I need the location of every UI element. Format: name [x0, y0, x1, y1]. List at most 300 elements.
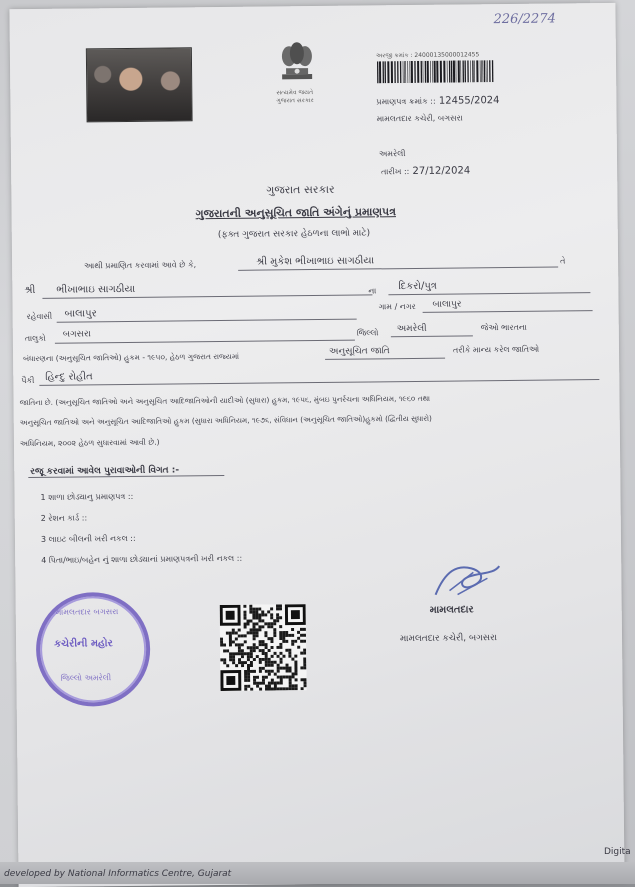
certificate-number-value: 12455/2024: [438, 95, 500, 107]
qr-module: [283, 687, 286, 690]
qr-module: [256, 676, 259, 679]
qr-module: [268, 649, 271, 652]
qr-module: [262, 643, 265, 646]
qr-module: [252, 614, 255, 617]
qr-module: [265, 670, 268, 673]
qr-finder: [291, 610, 300, 619]
qr-module: [303, 678, 306, 681]
qr-module: [220, 658, 223, 661]
paiki-text: પૈકી: [21, 375, 35, 386]
qr-module: [289, 675, 292, 678]
qr-module: [241, 661, 244, 664]
qr-module: [286, 670, 289, 673]
qr-module: [294, 655, 297, 658]
qr-module: [258, 628, 261, 631]
qr-module: [241, 655, 244, 658]
qr-module: [273, 634, 276, 637]
barcode-bar: [434, 61, 436, 83]
qr-module: [294, 640, 297, 643]
qr-module: [289, 687, 292, 690]
qr-module: [276, 607, 279, 610]
evidence-heading: રજૂ કરવામાં આવેલ પુરાવાઓની વિગત :-: [30, 465, 180, 478]
evidence-item-text: લાઇટ બીલની ખરી નકલ ::: [48, 533, 136, 544]
issue-date-label: તારીખ ::: [381, 167, 410, 177]
evidence-item-number: 2: [40, 513, 46, 523]
qr-module: [256, 634, 259, 637]
qr-module: [238, 658, 241, 661]
qr-module: [285, 634, 288, 637]
certificate-number-label: પ્રમાણપત્ર ક્રમાંક ::: [376, 96, 436, 107]
qr-module: [279, 643, 282, 646]
footer-bar: [0, 847, 635, 884]
qr-module: [276, 616, 279, 619]
qr-module: [289, 667, 292, 670]
qr-module: [244, 640, 247, 643]
evidence-item-number: 1: [40, 492, 46, 502]
barcode-bar: [411, 61, 413, 83]
qr-module: [267, 637, 270, 640]
qr-module: [256, 682, 259, 685]
qr-module: [268, 673, 271, 676]
qr-module: [265, 643, 268, 646]
qr-module: [262, 649, 265, 652]
qr-module: [247, 652, 250, 655]
qr-module: [255, 608, 258, 611]
qr-module: [277, 676, 280, 679]
qr-module: [276, 646, 279, 649]
qr-module: [232, 661, 235, 664]
qr-module: [256, 655, 259, 658]
qr-module: [294, 661, 297, 664]
qr-module: [259, 640, 262, 643]
qr-module: [276, 619, 279, 622]
qr-module: [241, 649, 244, 652]
qr-module: [235, 652, 238, 655]
barcode-bar: [486, 60, 487, 82]
office-stamp: [36, 592, 151, 707]
qr-module: [285, 640, 288, 643]
qr-module: [247, 670, 250, 673]
village-label: ગામ / નગર: [378, 301, 416, 312]
qr-module: [301, 678, 304, 681]
qr-module: [300, 640, 303, 643]
qr-module: [247, 676, 250, 679]
qr-module: [265, 646, 268, 649]
qr-module: [232, 655, 235, 658]
barcode-bar: [476, 60, 478, 82]
qr-module: [223, 661, 226, 664]
qr-module: [223, 644, 226, 647]
qr-module: [271, 679, 274, 682]
barcode-bar: [440, 61, 442, 83]
qr-module: [253, 682, 256, 685]
evidence-item-text: શાળા છોડ્યાનુ પ્રમાણપત્ર ::: [48, 491, 134, 502]
qr-module: [244, 676, 247, 679]
qr-module: [244, 617, 247, 620]
qr-module: [244, 670, 247, 673]
qr-module: [279, 631, 282, 634]
qr-module: [229, 658, 232, 661]
barcode-bar: [404, 61, 405, 83]
qr-module: [285, 649, 288, 652]
issue-date-value: 27/12/2024: [412, 165, 471, 177]
qr-module: [241, 664, 244, 667]
barcode-bar: [384, 61, 386, 83]
footer-digital: Digita: [604, 847, 631, 857]
barcode: [376, 60, 494, 83]
qr-module: [294, 664, 297, 667]
evidence-item-text: પિતા/ભાઇ/બહેન નું શાળા છોડ્યાનાં પ્રમાણપત્રની ખરી નકલ ::: [48, 553, 243, 565]
qr-module: [301, 687, 304, 690]
header-district: અમરેલી: [378, 149, 406, 159]
qr-module: [244, 673, 247, 676]
signatory-office: મામલતદાર કચેરી, બગસરા: [399, 633, 497, 645]
qr-module: [243, 611, 246, 614]
qr-module: [258, 616, 261, 619]
state-emblem-icon: [272, 36, 323, 87]
qr-module: [247, 631, 250, 634]
qr-module: [276, 613, 279, 616]
qr-module: [262, 676, 265, 679]
qr-module: [235, 637, 238, 640]
resident-label: રહેવાસી: [26, 311, 53, 322]
barcode-bar: [481, 60, 482, 82]
qr-module: [282, 637, 285, 640]
qr-module: [258, 613, 261, 616]
qr-module: [303, 666, 306, 669]
qr-module: [268, 688, 271, 691]
qr-module: [247, 623, 250, 626]
emblem-caption-2: ગુજરાત સરકાર: [276, 97, 314, 105]
father-name: ભીખાભાઇ સાગઠીયા: [56, 283, 136, 296]
qr-module: [274, 687, 277, 690]
qr-module: [261, 625, 264, 628]
certificate-title: ગુજરાતની અનુસૂચિત જાતિ અંગેનું પ્રમાણપત્ર: [195, 205, 396, 221]
qr-module: [289, 684, 292, 687]
barcode-bar: [403, 61, 404, 83]
district-label: જિલ્લો: [356, 328, 379, 338]
qr-module: [244, 679, 247, 682]
taluka-underline: [55, 340, 355, 344]
qr-module: [265, 661, 268, 664]
qr-finder: [226, 676, 235, 685]
qr-module: [268, 682, 271, 685]
qr-module: [273, 628, 276, 631]
qr-module: [238, 649, 241, 652]
evidence-item-number: 4: [41, 555, 47, 565]
qr-module: [268, 661, 271, 664]
footer-developer: developed by National Informatics Centre, Gujarat: [4, 869, 232, 879]
barcode-bar: [405, 61, 406, 83]
paragraph-line-2: અનુસૂચિત જાતિઓ અને અનુસૂચિત આદિજાતિઓ હુકમ (સુધારા અધિનિયમ, ૧૯૭૬, સંવિધાન (અનુસૂચિત જાતિઓ)હુકમો (દ્વિતીય સુધારો): [19, 413, 432, 428]
stamp-top-text: મામલતદાર બગસરા: [55, 607, 119, 617]
qr-module: [253, 670, 256, 673]
qr-module: [297, 646, 300, 649]
district-value: અમરેલી: [396, 323, 427, 335]
qr-module: [288, 652, 291, 655]
barcode-bar: [447, 61, 448, 83]
qr-module: [238, 652, 241, 655]
qr-module: [259, 670, 262, 673]
qr-module: [295, 678, 298, 681]
qr-module: [280, 658, 283, 661]
qr-module: [247, 673, 250, 676]
barcode-bar: [470, 60, 471, 82]
qr-module: [250, 664, 253, 667]
barcode-bar: [456, 61, 457, 83]
qr-module: [252, 617, 255, 620]
barcode-bar: [409, 61, 410, 83]
qr-module: [279, 607, 282, 610]
qr-module: [280, 679, 283, 682]
qr-module: [253, 643, 256, 646]
qr-module: [259, 643, 262, 646]
qr-module: [264, 622, 267, 625]
qr-module: [223, 658, 226, 661]
qr-module: [252, 608, 255, 611]
qr-module: [273, 622, 276, 625]
barcode-bar: [484, 60, 486, 82]
qr-module: [265, 652, 268, 655]
qr-module: [262, 652, 265, 655]
barcode-bar: [482, 60, 483, 82]
relation: દિકરો/પુત્ર: [398, 280, 437, 293]
qr-module: [229, 632, 232, 635]
qr-module: [244, 661, 247, 664]
barcode-bar: [462, 60, 464, 82]
barcode-bar: [377, 61, 379, 83]
qr-module: [286, 664, 289, 667]
emblem-caption-1: સત્યમેવ જયતે: [276, 89, 314, 97]
qr-module: [241, 634, 244, 637]
qr-module: [285, 631, 288, 634]
qr-module: [247, 620, 250, 623]
qr-module: [289, 681, 292, 684]
qr-module: [226, 649, 229, 652]
qr-module: [226, 664, 229, 667]
qr-module: [280, 661, 283, 664]
qr-module: [253, 649, 256, 652]
barcode-bar: [480, 60, 481, 82]
qr-module: [280, 676, 283, 679]
barcode-bar: [453, 61, 455, 83]
qr-module: [232, 629, 235, 632]
qr-module: [270, 616, 273, 619]
qr-module: [229, 655, 232, 658]
qr-module: [259, 658, 262, 661]
qr-module: [220, 638, 223, 641]
qr-module: [292, 687, 295, 690]
qr-module: [271, 664, 274, 667]
qr-module: [253, 637, 256, 640]
qr-module: [279, 604, 282, 607]
barcode-bar: [425, 61, 427, 83]
qr-module: [238, 634, 241, 637]
qr-module: [250, 652, 253, 655]
qr-module: [259, 682, 262, 685]
applicant-photo: [86, 47, 193, 122]
qr-module: [252, 622, 255, 625]
qr-module: [291, 658, 294, 661]
qr-module: [232, 640, 235, 643]
qr-module: [270, 640, 273, 643]
je-label: જેઓ ભારતના: [480, 322, 527, 333]
qr-module: [229, 638, 232, 641]
qr-module: [291, 628, 294, 631]
qr-module: [280, 667, 283, 670]
barcode-bar: [443, 61, 445, 83]
qr-module: [262, 667, 265, 670]
caste-category: અનુસૂચિત જાતિ: [328, 346, 390, 357]
barcode-bar: [487, 60, 488, 82]
qr-module: [297, 631, 300, 634]
gov-heading: ગુજરાત સરકાર: [266, 182, 335, 197]
barcode-bar: [387, 61, 389, 83]
qr-module: [303, 658, 306, 661]
resident-underline: [57, 319, 357, 323]
qr-module: [271, 646, 274, 649]
district-underline: [391, 335, 473, 337]
qr-module: [273, 619, 276, 622]
qr-module: [256, 628, 259, 631]
evidence-item: [41, 512, 88, 524]
qr-module: [267, 610, 270, 613]
qr-module: [253, 625, 256, 628]
qr-module: [244, 652, 247, 655]
barcode-bar: [474, 60, 475, 82]
barcode-bar: [397, 61, 399, 83]
qr-module: [279, 634, 282, 637]
qr-module: [289, 670, 292, 673]
qr-module: [253, 676, 256, 679]
qr-module: [276, 604, 279, 607]
qr-module: [288, 649, 291, 652]
barcode-bar: [432, 61, 433, 83]
paragraph-line-3: અધિનિયમ, ૨૦૦૨ હેઠળ સુધારવામાં આવી છે.): [19, 437, 160, 449]
qr-module: [244, 634, 247, 637]
village-value: બાલાપુર: [432, 299, 462, 310]
qr-module: [243, 614, 246, 617]
qr-module: [282, 634, 285, 637]
qr-module: [249, 611, 252, 614]
resident-value: બાલાપુર: [64, 308, 97, 320]
qr-module: [270, 622, 273, 625]
qr-module: [277, 682, 280, 685]
qr-module: [250, 661, 253, 664]
qr-module: [283, 667, 286, 670]
qr-module: [220, 641, 223, 644]
qr-module: [268, 664, 271, 667]
qr-module: [271, 687, 274, 690]
qr-module: [238, 661, 241, 664]
barcode-bar: [382, 61, 384, 83]
qr-module: [220, 644, 223, 647]
qr-module: [259, 661, 262, 664]
qr-module: [238, 629, 241, 632]
evidence-item-text: રેશન કાર્ડ ::: [48, 513, 88, 523]
qr-module: [282, 631, 285, 634]
qr-module: [244, 685, 247, 688]
qr-module: [250, 670, 253, 673]
qr-module: [292, 672, 295, 675]
qr-module: [262, 640, 265, 643]
qr-module: [255, 611, 258, 614]
qr-module: [241, 643, 244, 646]
qr-module: [229, 652, 232, 655]
qr-module: [232, 652, 235, 655]
qr-module: [247, 685, 250, 688]
qr-module: [229, 640, 232, 643]
qr-module: [303, 649, 306, 652]
qr-module: [229, 635, 232, 638]
qr-module: [279, 637, 282, 640]
qr-module: [265, 655, 268, 658]
qr-module: [264, 631, 267, 634]
barcode-bar: [430, 61, 431, 83]
certificate-number: [376, 95, 499, 108]
barcode-bar: [489, 60, 491, 82]
qr-module: [292, 684, 295, 687]
qr-module: [286, 667, 289, 670]
qr-module: [279, 646, 282, 649]
qr-module: [300, 652, 303, 655]
qr-module: [282, 655, 285, 658]
qr-module: [247, 679, 250, 682]
qr-module: [274, 682, 277, 685]
barcode-bar: [449, 61, 451, 83]
qr-module: [283, 676, 286, 679]
qr-module: [282, 640, 285, 643]
qr-module: [300, 634, 303, 637]
certificate-page: [9, 3, 624, 887]
qr-module: [241, 652, 244, 655]
qr-module: [291, 640, 294, 643]
qr-module: [247, 667, 250, 670]
qr-module: [288, 634, 291, 637]
qr-module: [262, 679, 265, 682]
qr-module: [249, 608, 252, 611]
caste-name: હિન્દુ રોહીત: [45, 371, 93, 383]
qr-module: [303, 652, 306, 655]
qr-module: [274, 661, 277, 664]
certificate-subtitle: (ફક્ત ગુજરાત સરકાર હેઠળના લાભો માટે): [217, 228, 371, 241]
qr-module: [277, 670, 280, 673]
qr-module: [303, 628, 306, 631]
qr-module: [253, 646, 256, 649]
barcode-number: અરજી ક્રમાંક : 24000135000012455: [375, 51, 480, 60]
qr-module: [274, 652, 277, 655]
qr-module: [232, 632, 235, 635]
qr-module: [270, 607, 273, 610]
barcode-bar: [421, 61, 423, 83]
barcode-bar: [414, 61, 416, 83]
handwritten-reference: 226/2274: [493, 11, 556, 28]
qr-module: [279, 616, 282, 619]
qr-module: [238, 646, 241, 649]
qr-module: [277, 687, 280, 690]
te-text: તે: [560, 256, 566, 266]
evidence-item: [40, 491, 133, 504]
qr-module: [261, 619, 264, 622]
qr-module: [271, 682, 274, 685]
qr-module: [286, 687, 289, 690]
qr-module: [256, 646, 259, 649]
qr-module: [256, 685, 259, 688]
barcode-bar: [492, 60, 494, 82]
caste-category-underline: [325, 358, 445, 360]
qr-module: [277, 655, 280, 658]
qr-module: [255, 622, 258, 625]
